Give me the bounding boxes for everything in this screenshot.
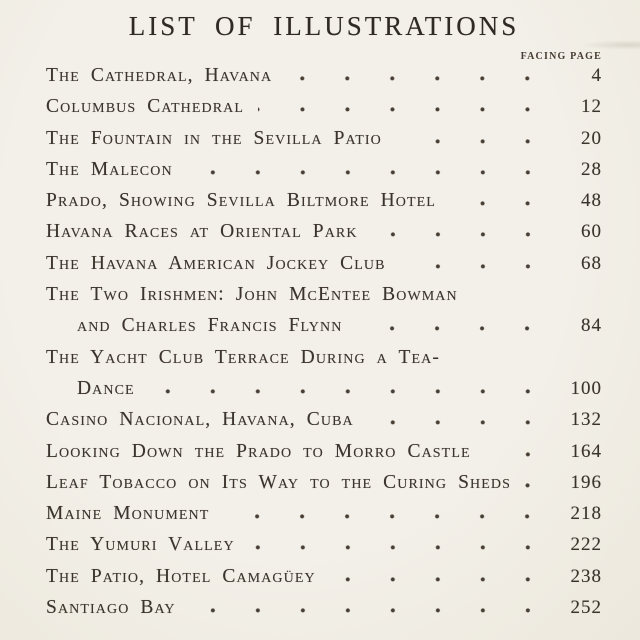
entry-page-number: 84 (581, 315, 602, 337)
toc-entry-line (46, 472, 602, 503)
dot-leader (400, 264, 550, 269)
entry-page-number: 238 (570, 565, 602, 587)
entry-title: The Patio, Hotel Camagüey (46, 565, 316, 587)
entry-page-number: 20 (581, 127, 602, 149)
entry-page-number: 28 (581, 158, 602, 180)
toc-entry-line (46, 128, 602, 159)
dot-leader (372, 232, 550, 237)
entry-title: Casino Nacional, Havana, Cuba (46, 409, 354, 431)
entry-title: The Yumuri Valley (46, 534, 235, 556)
entry-page-number: 100 (570, 377, 602, 399)
toc-entry-line (46, 503, 602, 534)
entry-page-number: 164 (570, 440, 602, 462)
entry-title: The Yacht Club Terrace During a Tea- (46, 346, 440, 368)
dot-leader (368, 420, 550, 425)
dot-leader (286, 76, 550, 81)
entry-title: The Two Irishmen: John McEntee Bowman (46, 284, 458, 306)
toc-entry-line (46, 284, 602, 315)
entry-page-number: 218 (570, 503, 602, 525)
toc-entry-line (46, 597, 602, 628)
dot-leader (485, 452, 550, 457)
dot-leader (258, 107, 550, 112)
toc-entry-line (46, 190, 602, 221)
toc-entry-line (46, 534, 602, 565)
toc-entry-line (46, 253, 602, 284)
entry-title: Looking Down the Prado to Morro Castle (46, 440, 471, 462)
entry-title: The Malecon (46, 158, 173, 180)
entry-page-number: 252 (570, 597, 602, 619)
entry-title: The Havana American Jockey Club (46, 252, 386, 274)
entry-title: Columbus Cathedral (46, 96, 245, 118)
dot-leader (249, 545, 550, 550)
entry-title: Dance (77, 377, 135, 399)
entry-page-number: 60 (581, 221, 602, 243)
toc-entry-line (46, 441, 602, 472)
dot-leader (330, 577, 550, 582)
entry-title: The Fountain in the Sevilla Patio (46, 127, 382, 149)
entry-page-number: 4 (591, 65, 602, 86)
dot-leader (356, 326, 550, 331)
entry-page-number: 68 (581, 252, 602, 274)
entry-title: The Cathedral, Havana (46, 65, 273, 86)
toc-entry-line (46, 221, 602, 252)
toc-entry-line (46, 315, 602, 346)
dot-leader (190, 608, 550, 613)
entry-page-number: 132 (570, 409, 602, 431)
toc-entry-line (46, 159, 602, 190)
dot-leader (187, 170, 550, 175)
facing-page-label: FACING PAGE (520, 51, 602, 62)
entry-title: Prado, Showing Sevilla Biltmore Hotel (46, 190, 436, 212)
entry-page-number: 12 (581, 96, 602, 118)
toc-entry-line (46, 65, 602, 96)
dot-leader (149, 389, 550, 394)
toc-entry-line (46, 347, 602, 378)
toc-entry-line (46, 566, 602, 597)
entry-title: Maine Monument (46, 503, 210, 525)
entry-title: and Charles Francis Flynn (77, 315, 343, 337)
dot-leader (223, 514, 550, 519)
entry-title: Havana Races at Oriental Park (46, 221, 358, 243)
toc-entry-line (46, 378, 602, 409)
dot-leader (525, 483, 550, 488)
entry-title: Santiago Bay (46, 597, 176, 619)
page-title: LIST OF ILLUSTRATIONS (128, 11, 520, 41)
toc-entry-line (46, 96, 602, 127)
entry-title: Leaf Tobacco on Its Way to the Curing Sheds (46, 471, 511, 493)
illustration-list (46, 65, 602, 628)
toc-entry-line (46, 409, 602, 440)
entry-page-number: 222 (570, 534, 602, 556)
dot-leader (396, 139, 550, 144)
dot-leader (450, 201, 550, 206)
entry-page-number: 48 (581, 190, 602, 212)
entry-page-number: 196 (570, 471, 602, 493)
